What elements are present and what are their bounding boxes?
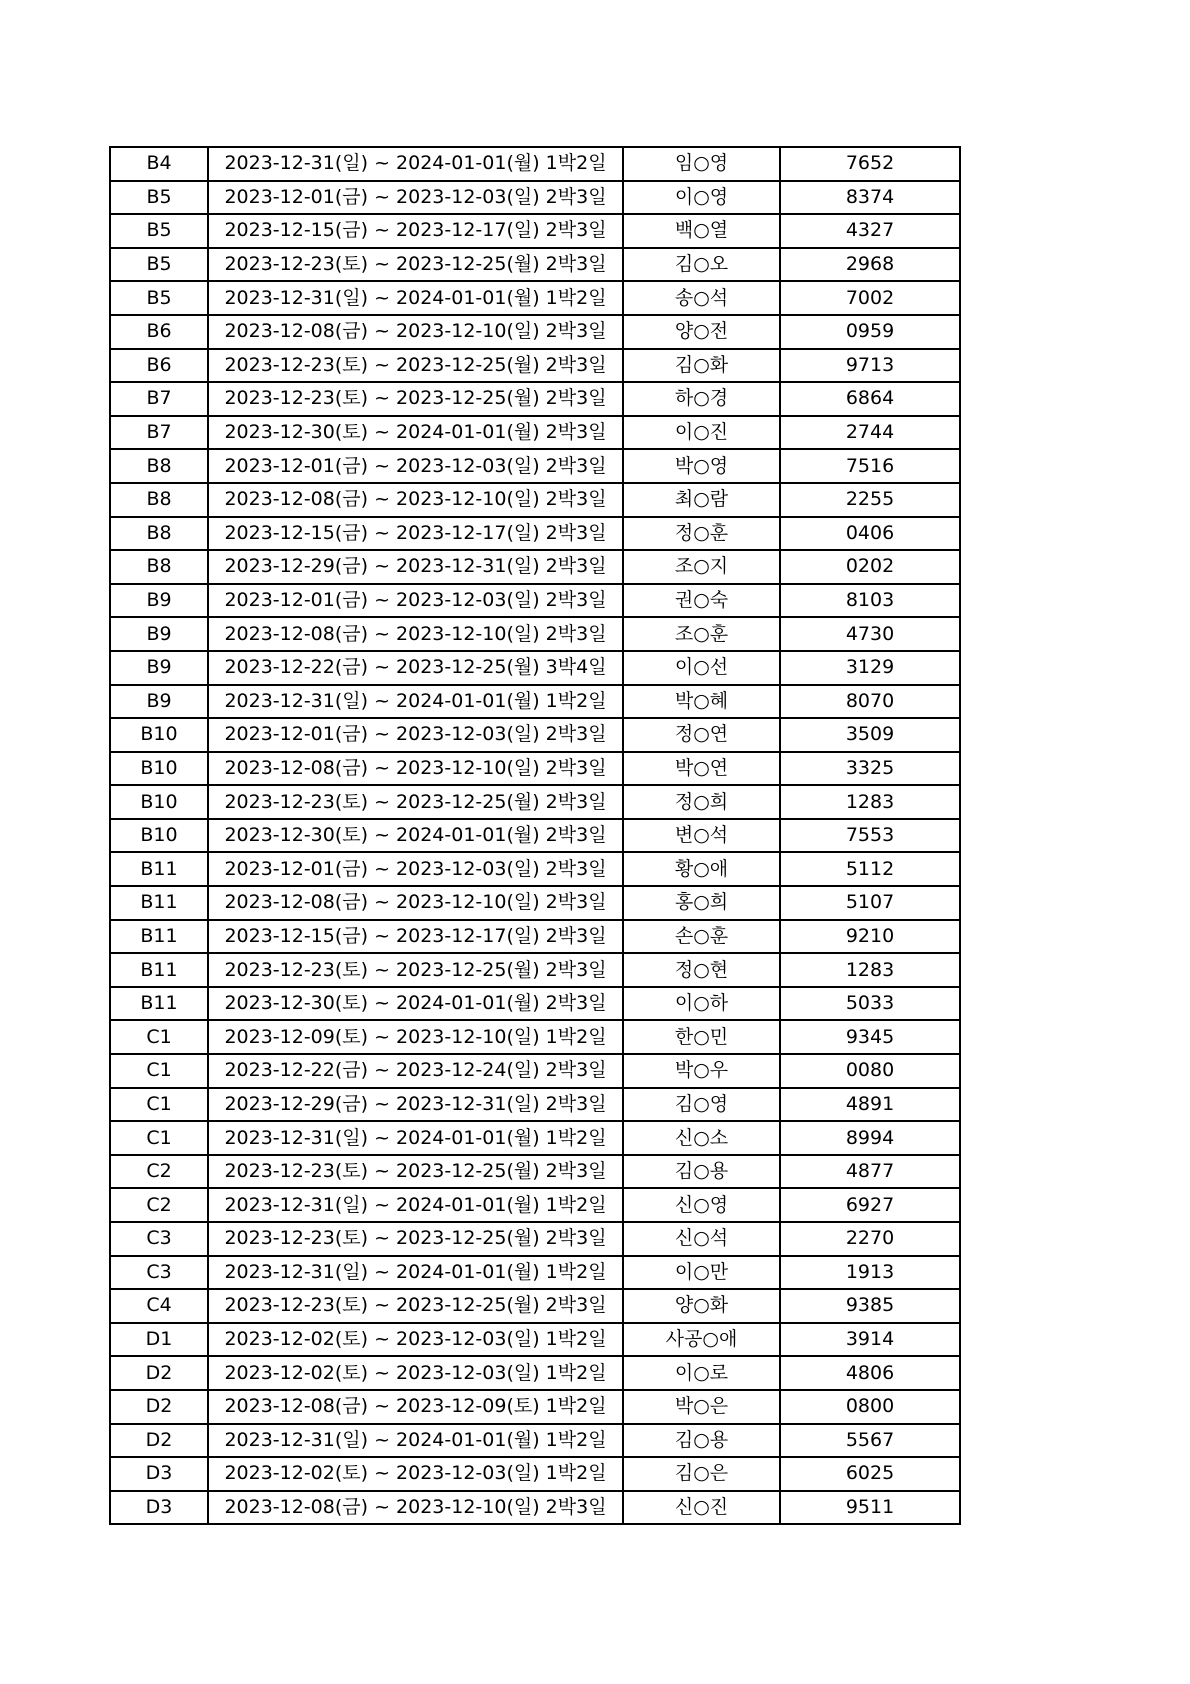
- period-cell: 2023-12-30(토) ~ 2024-01-01(월) 2박3일: [208, 416, 623, 450]
- guest-name-cell: 정○훈: [623, 517, 780, 551]
- guest-name-cell: 이○영: [623, 181, 780, 215]
- guest-name-cell: 임○영: [623, 147, 780, 181]
- guest-name-cell: 하○경: [623, 382, 780, 416]
- number-cell: 3509: [780, 718, 960, 752]
- number-cell: 0800: [780, 1390, 960, 1424]
- table-row: [110, 147, 960, 181]
- room-cell: B5: [110, 214, 208, 248]
- period-cell: 2023-12-08(금) ~ 2023-12-10(일) 2박3일: [208, 617, 623, 651]
- guest-name-cell: 김○오: [623, 248, 780, 282]
- table-row: [110, 1155, 960, 1189]
- period-cell: 2023-12-30(토) ~ 2024-01-01(월) 2박3일: [208, 819, 623, 853]
- guest-name-cell: 박○연: [623, 752, 780, 786]
- number-cell: 5112: [780, 852, 960, 886]
- room-cell: B8: [110, 449, 208, 483]
- guest-name-cell: 손○훈: [623, 920, 780, 954]
- room-cell: B5: [110, 181, 208, 215]
- room-cell: B5: [110, 281, 208, 315]
- period-cell: 2023-12-01(금) ~ 2023-12-03(일) 2박3일: [208, 852, 623, 886]
- table-row: [110, 281, 960, 315]
- period-cell: 2023-12-08(금) ~ 2023-12-10(일) 2박3일: [208, 1491, 623, 1525]
- table-row: [110, 1188, 960, 1222]
- guest-name-cell: 한○민: [623, 1020, 780, 1054]
- table-row: [110, 1222, 960, 1256]
- room-cell: B10: [110, 785, 208, 819]
- guest-name-cell: 신○진: [623, 1491, 780, 1525]
- guest-name-cell: 정○연: [623, 718, 780, 752]
- period-cell: 2023-12-31(일) ~ 2024-01-01(월) 1박2일: [208, 1121, 623, 1155]
- table-row: [110, 517, 960, 551]
- table-row: [110, 1020, 960, 1054]
- guest-name-cell: 신○석: [623, 1222, 780, 1256]
- number-cell: 0202: [780, 550, 960, 584]
- room-cell: B6: [110, 315, 208, 349]
- guest-name-cell: 이○선: [623, 651, 780, 685]
- number-cell: 8994: [780, 1121, 960, 1155]
- room-cell: B11: [110, 953, 208, 987]
- room-cell: B10: [110, 752, 208, 786]
- period-cell: 2023-12-23(토) ~ 2023-12-25(월) 2박3일: [208, 1222, 623, 1256]
- number-cell: 3914: [780, 1323, 960, 1357]
- number-cell: 5107: [780, 886, 960, 920]
- period-cell: 2023-12-08(금) ~ 2023-12-09(토) 1박2일: [208, 1390, 623, 1424]
- guest-name-cell: 양○화: [623, 1289, 780, 1323]
- table-row: [110, 1491, 960, 1525]
- period-cell: 2023-12-31(일) ~ 2024-01-01(월) 1박2일: [208, 147, 623, 181]
- guest-name-cell: 이○하: [623, 987, 780, 1021]
- reservation-table: [109, 146, 961, 1525]
- table-row: [110, 315, 960, 349]
- table-row: [110, 920, 960, 954]
- room-cell: B9: [110, 617, 208, 651]
- guest-name-cell: 이○로: [623, 1356, 780, 1390]
- number-cell: 6927: [780, 1188, 960, 1222]
- guest-name-cell: 변○석: [623, 819, 780, 853]
- room-cell: D1: [110, 1323, 208, 1357]
- number-cell: 3325: [780, 752, 960, 786]
- guest-name-cell: 백○열: [623, 214, 780, 248]
- table-row: [110, 181, 960, 215]
- room-cell: C1: [110, 1054, 208, 1088]
- room-cell: D3: [110, 1491, 208, 1525]
- table-row: [110, 1088, 960, 1122]
- room-cell: B8: [110, 483, 208, 517]
- table-row: [110, 214, 960, 248]
- table-row: [110, 886, 960, 920]
- guest-name-cell: 황○애: [623, 852, 780, 886]
- guest-name-cell: 권○숙: [623, 584, 780, 618]
- room-cell: C2: [110, 1155, 208, 1189]
- period-cell: 2023-12-29(금) ~ 2023-12-31(일) 2박3일: [208, 1088, 623, 1122]
- guest-name-cell: 송○석: [623, 281, 780, 315]
- table-row: [110, 752, 960, 786]
- period-cell: 2023-12-22(금) ~ 2023-12-25(월) 3박4일: [208, 651, 623, 685]
- period-cell: 2023-12-31(일) ~ 2024-01-01(월) 1박2일: [208, 1188, 623, 1222]
- number-cell: 3129: [780, 651, 960, 685]
- guest-name-cell: 조○지: [623, 550, 780, 584]
- room-cell: B5: [110, 248, 208, 282]
- guest-name-cell: 박○우: [623, 1054, 780, 1088]
- guest-name-cell: 사공○애: [623, 1323, 780, 1357]
- guest-name-cell: 신○영: [623, 1188, 780, 1222]
- period-cell: 2023-12-23(토) ~ 2023-12-25(월) 2박3일: [208, 953, 623, 987]
- period-cell: 2023-12-31(일) ~ 2024-01-01(월) 1박2일: [208, 1424, 623, 1458]
- room-cell: B9: [110, 685, 208, 719]
- period-cell: 2023-12-02(토) ~ 2023-12-03(일) 1박2일: [208, 1323, 623, 1357]
- room-cell: C3: [110, 1256, 208, 1290]
- room-cell: B8: [110, 550, 208, 584]
- number-cell: 2255: [780, 483, 960, 517]
- guest-name-cell: 조○훈: [623, 617, 780, 651]
- period-cell: 2023-12-01(금) ~ 2023-12-03(일) 2박3일: [208, 584, 623, 618]
- table-row: [110, 1289, 960, 1323]
- period-cell: 2023-12-02(토) ~ 2023-12-03(일) 1박2일: [208, 1356, 623, 1390]
- number-cell: 6025: [780, 1457, 960, 1491]
- guest-name-cell: 정○현: [623, 953, 780, 987]
- table-row: [110, 1121, 960, 1155]
- period-cell: 2023-12-23(토) ~ 2023-12-25(월) 2박3일: [208, 382, 623, 416]
- table-row: [110, 987, 960, 1021]
- period-cell: 2023-12-31(일) ~ 2024-01-01(월) 1박2일: [208, 1256, 623, 1290]
- number-cell: 0959: [780, 315, 960, 349]
- room-cell: D2: [110, 1390, 208, 1424]
- table-row: [110, 718, 960, 752]
- table-row: [110, 685, 960, 719]
- table-row: [110, 382, 960, 416]
- table-row: [110, 1356, 960, 1390]
- period-cell: 2023-12-01(금) ~ 2023-12-03(일) 2박3일: [208, 181, 623, 215]
- guest-name-cell: 박○혜: [623, 685, 780, 719]
- period-cell: 2023-12-09(토) ~ 2023-12-10(일) 1박2일: [208, 1020, 623, 1054]
- table-row: [110, 1054, 960, 1088]
- table-row: [110, 1457, 960, 1491]
- guest-name-cell: 최○람: [623, 483, 780, 517]
- table-row: [110, 1256, 960, 1290]
- table-row: [110, 852, 960, 886]
- guest-name-cell: 김○용: [623, 1155, 780, 1189]
- period-cell: 2023-12-23(토) ~ 2023-12-25(월) 2박3일: [208, 349, 623, 383]
- table-row: [110, 1390, 960, 1424]
- reservation-table-body: [110, 147, 960, 1524]
- room-cell: B11: [110, 852, 208, 886]
- room-cell: B9: [110, 651, 208, 685]
- room-cell: C1: [110, 1020, 208, 1054]
- guest-name-cell: 홍○희: [623, 886, 780, 920]
- number-cell: 7516: [780, 449, 960, 483]
- period-cell: 2023-12-08(금) ~ 2023-12-10(일) 2박3일: [208, 752, 623, 786]
- room-cell: C1: [110, 1121, 208, 1155]
- number-cell: 8103: [780, 584, 960, 618]
- number-cell: 4327: [780, 214, 960, 248]
- period-cell: 2023-12-23(토) ~ 2023-12-25(월) 2박3일: [208, 1155, 623, 1189]
- number-cell: 8374: [780, 181, 960, 215]
- room-cell: B11: [110, 920, 208, 954]
- table-row: [110, 617, 960, 651]
- period-cell: 2023-12-01(금) ~ 2023-12-03(일) 2박3일: [208, 449, 623, 483]
- table-row: [110, 1424, 960, 1458]
- room-cell: B7: [110, 416, 208, 450]
- room-cell: D2: [110, 1424, 208, 1458]
- period-cell: 2023-12-30(토) ~ 2024-01-01(월) 2박3일: [208, 987, 623, 1021]
- room-cell: C3: [110, 1222, 208, 1256]
- guest-name-cell: 김○화: [623, 349, 780, 383]
- period-cell: 2023-12-29(금) ~ 2023-12-31(일) 2박3일: [208, 550, 623, 584]
- guest-name-cell: 정○희: [623, 785, 780, 819]
- table-row: [110, 349, 960, 383]
- number-cell: 6864: [780, 382, 960, 416]
- number-cell: 0406: [780, 517, 960, 551]
- number-cell: 4730: [780, 617, 960, 651]
- table-row: [110, 785, 960, 819]
- period-cell: 2023-12-08(금) ~ 2023-12-10(일) 2박3일: [208, 886, 623, 920]
- table-row: [110, 449, 960, 483]
- period-cell: 2023-12-23(토) ~ 2023-12-25(월) 2박3일: [208, 785, 623, 819]
- number-cell: 2968: [780, 248, 960, 282]
- period-cell: 2023-12-15(금) ~ 2023-12-17(일) 2박3일: [208, 214, 623, 248]
- number-cell: 4891: [780, 1088, 960, 1122]
- guest-name-cell: 양○전: [623, 315, 780, 349]
- guest-name-cell: 김○용: [623, 1424, 780, 1458]
- number-cell: 9345: [780, 1020, 960, 1054]
- room-cell: C2: [110, 1188, 208, 1222]
- guest-name-cell: 박○영: [623, 449, 780, 483]
- guest-name-cell: 이○만: [623, 1256, 780, 1290]
- table-row: [110, 1323, 960, 1357]
- table-row: [110, 483, 960, 517]
- guest-name-cell: 박○은: [623, 1390, 780, 1424]
- room-cell: C4: [110, 1289, 208, 1323]
- number-cell: 8070: [780, 685, 960, 719]
- table-row: [110, 819, 960, 853]
- period-cell: 2023-12-02(토) ~ 2023-12-03(일) 1박2일: [208, 1457, 623, 1491]
- room-cell: B10: [110, 819, 208, 853]
- room-cell: B10: [110, 718, 208, 752]
- room-cell: C1: [110, 1088, 208, 1122]
- table-row: [110, 416, 960, 450]
- number-cell: 4806: [780, 1356, 960, 1390]
- period-cell: 2023-12-15(금) ~ 2023-12-17(일) 2박3일: [208, 920, 623, 954]
- number-cell: 1913: [780, 1256, 960, 1290]
- period-cell: 2023-12-31(일) ~ 2024-01-01(월) 1박2일: [208, 281, 623, 315]
- guest-name-cell: 이○진: [623, 416, 780, 450]
- number-cell: 1283: [780, 785, 960, 819]
- number-cell: 9511: [780, 1491, 960, 1525]
- period-cell: 2023-12-31(일) ~ 2024-01-01(월) 1박2일: [208, 685, 623, 719]
- guest-name-cell: 김○은: [623, 1457, 780, 1491]
- number-cell: 5033: [780, 987, 960, 1021]
- table-row: [110, 550, 960, 584]
- room-cell: B6: [110, 349, 208, 383]
- period-cell: 2023-12-22(금) ~ 2023-12-24(일) 2박3일: [208, 1054, 623, 1088]
- number-cell: 0080: [780, 1054, 960, 1088]
- period-cell: 2023-12-08(금) ~ 2023-12-10(일) 2박3일: [208, 483, 623, 517]
- table-row: [110, 953, 960, 987]
- period-cell: 2023-12-15(금) ~ 2023-12-17(일) 2박3일: [208, 517, 623, 551]
- number-cell: 7553: [780, 819, 960, 853]
- room-cell: D3: [110, 1457, 208, 1491]
- room-cell: B11: [110, 987, 208, 1021]
- number-cell: 9385: [780, 1289, 960, 1323]
- number-cell: 9713: [780, 349, 960, 383]
- period-cell: 2023-12-23(토) ~ 2023-12-25(월) 2박3일: [208, 1289, 623, 1323]
- period-cell: 2023-12-08(금) ~ 2023-12-10(일) 2박3일: [208, 315, 623, 349]
- number-cell: 2744: [780, 416, 960, 450]
- period-cell: 2023-12-01(금) ~ 2023-12-03(일) 2박3일: [208, 718, 623, 752]
- period-cell: 2023-12-23(토) ~ 2023-12-25(월) 2박3일: [208, 248, 623, 282]
- room-cell: B11: [110, 886, 208, 920]
- room-cell: B4: [110, 147, 208, 181]
- number-cell: 5567: [780, 1424, 960, 1458]
- number-cell: 7652: [780, 147, 960, 181]
- table-row: [110, 651, 960, 685]
- number-cell: 4877: [780, 1155, 960, 1189]
- guest-name-cell: 신○소: [623, 1121, 780, 1155]
- number-cell: 2270: [780, 1222, 960, 1256]
- table-row: [110, 584, 960, 618]
- number-cell: 7002: [780, 281, 960, 315]
- number-cell: 1283: [780, 953, 960, 987]
- room-cell: B7: [110, 382, 208, 416]
- room-cell: B9: [110, 584, 208, 618]
- room-cell: B8: [110, 517, 208, 551]
- room-cell: D2: [110, 1356, 208, 1390]
- table-row: [110, 248, 960, 282]
- guest-name-cell: 김○영: [623, 1088, 780, 1122]
- number-cell: 9210: [780, 920, 960, 954]
